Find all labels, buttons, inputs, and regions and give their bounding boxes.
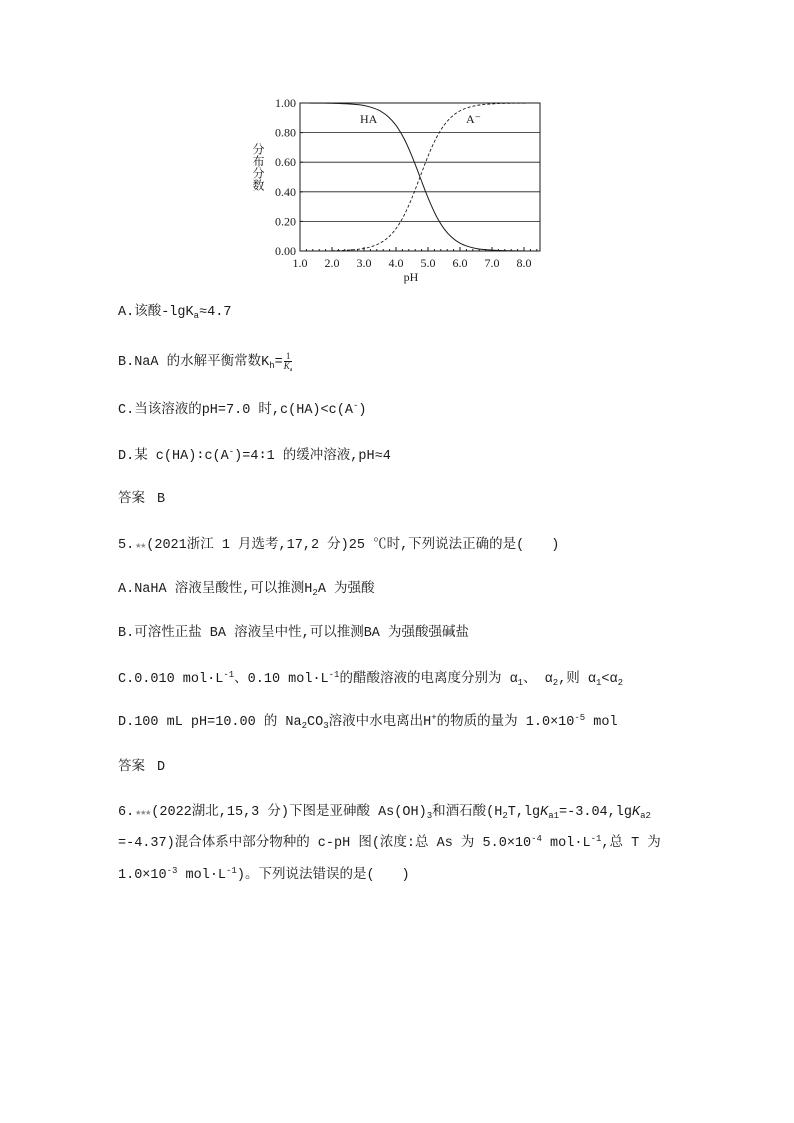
fraction-denominator [284,362,293,371]
x-tick-label: 4.0 [388,256,404,270]
x-tick-label: 3.0 [356,256,372,270]
subscript-text: 2 [301,721,308,731]
text-run: 溶液中水电离出H [328,715,432,730]
text-run: = [274,355,283,371]
x-axis-label: pH [403,270,419,284]
text-run: C.0.010 mol·L [118,672,224,687]
series-label: A⁻ [466,112,481,126]
text-run: D.某 c(HA)∶c(A [118,449,229,464]
text-run: K [631,805,641,820]
text-run: mol [585,715,618,730]
text-run: mol·L [541,836,591,851]
text-run: D.100 mL pH=10.00 的 Na [118,715,302,730]
text-run: T,lg [507,805,541,820]
fraction [284,352,293,371]
superscript-text: - [228,447,235,457]
text-run: =-4.37)混合体系中部分物种的 c-pH 图(浓度:总 As 为 5.0×10 [118,836,532,851]
question-stem-text [151,805,651,820]
text-run: (2021浙江 1 月选考,17,2 分)25 ℃时,下列说法正确的是( ) [146,538,560,553]
text-run: =-3.04,lg [559,805,632,820]
subscript-text: 2 [552,678,559,688]
superscript-text: -1 [226,866,237,876]
answer-value: D [157,760,166,775]
subscript-text: a1 [548,811,560,821]
text-run: 1.0×10 [118,868,167,883]
question-4-option-d [118,447,391,467]
x-tick-label: 8.0 [516,256,532,270]
text-run: )。下列说法错误的是( ) [236,868,410,883]
question-5-answer [118,758,165,778]
text-run: C.当该溶液的pH=7.0 时,c(HA)<c(A [118,403,353,418]
text-run: 和酒石酸(H [432,805,503,820]
subscript-text: 1 [596,678,602,688]
y-tick-label: 0.00 [275,244,296,258]
question-5-stem [118,536,559,557]
chart-y-axis-label: 分布分数 [251,143,265,191]
y-tick-label: 0.80 [275,125,296,140]
text-run: A.NaHA 溶液呈酸性,可以推测H [118,582,313,597]
question-number: 5. [118,538,135,553]
text-run: K [540,805,549,820]
text-run: ,总 T 为 [601,836,661,851]
question-stem-text [146,538,559,553]
question-4-option-c [118,401,366,421]
question-5-option-a [118,580,375,600]
superscript-text: - [352,401,359,411]
text-run: B.NaA 的水解平衡常数K [118,355,270,371]
superscript-text: -1 [223,670,235,680]
question-4-option-b [118,352,292,373]
difficulty-stars-icon: ★★★ [135,808,151,819]
question-5-option-b [118,624,469,644]
series-line-ha [300,103,524,251]
question-5-option-c [118,670,623,690]
superscript-text: -5 [574,713,586,723]
subscript-text: 2 [312,588,318,598]
subscript-text: 2 [617,678,624,688]
subscript-text: 1 [517,678,524,688]
fraction-numerator: 1 [285,351,291,361]
answer-label: 答案 [118,492,145,507]
question-number: 6. [118,805,135,820]
question-4-answer [118,490,165,510]
text-run: ,则 α [558,672,596,687]
series-label: HA [360,112,378,126]
text-run: 、 α [523,672,553,687]
text-run: A 为强酸 [317,582,375,597]
x-tick-label: 6.0 [452,256,468,270]
y-tick-label: 0.60 [275,155,296,170]
difficulty-stars-icon: ★★ [135,541,146,552]
text-run: ≈4.7 [199,305,232,320]
subscript-text: 2 [502,811,508,821]
subscript-text: a [193,311,200,321]
text-run: )=4∶1 的缓冲溶液,pH≈4 [234,449,391,464]
question-4-option-a [118,303,231,323]
text-run: mol·L [177,868,227,883]
question-6-stem-line-1 [118,803,651,824]
question-5-option-d [118,713,618,733]
subscript-text: a2 [640,811,651,821]
superscript-text: -3 [166,866,178,876]
text-run: CO [307,715,324,730]
question-6-stem-line-3 [118,866,410,886]
y-tick-label: 1.00 [275,96,296,110]
answer-label: 答案 [118,760,145,775]
x-tick-label: 7.0 [484,256,500,270]
subscript-text: 3 [426,811,433,821]
superscript-text: + [431,713,437,723]
superscript-text: -4 [531,834,542,844]
x-tick-label: 1.0 [292,256,308,270]
answer-value: B [157,492,166,507]
text-run: (2022湖北,15,3 分)下图是亚砷酸 As(OH) [151,805,427,820]
denominator-subscript: a [289,367,293,373]
y-tick-label: 0.20 [275,214,296,229]
x-tick-label: 2.0 [324,256,340,270]
superscript-text: -1 [590,834,602,844]
text-run: ) [358,403,367,418]
denominator-symbol: K [283,361,290,371]
text-run: B.可溶性正盐 BA 溶液呈中性,可以推测BA 为强酸强碱盐 [118,626,470,641]
text-run: A.该酸-lgK [118,305,194,320]
question-6-stem-line-2 [118,834,661,854]
subscript-text: h [269,361,275,372]
x-tick-label: 5.0 [420,256,436,270]
text-run: 的醋酸溶液的电离度分别为 α [339,672,518,687]
y-tick-label: 0.40 [275,184,296,199]
text-run: 的物质的量为 1.0×10 [436,715,575,730]
superscript-text: -1 [328,670,340,680]
subscript-text: 3 [323,721,329,731]
text-run: 、0.10 mol·L [234,672,329,687]
distribution-fraction-chart [240,90,560,290]
text-run: <α [601,672,618,687]
